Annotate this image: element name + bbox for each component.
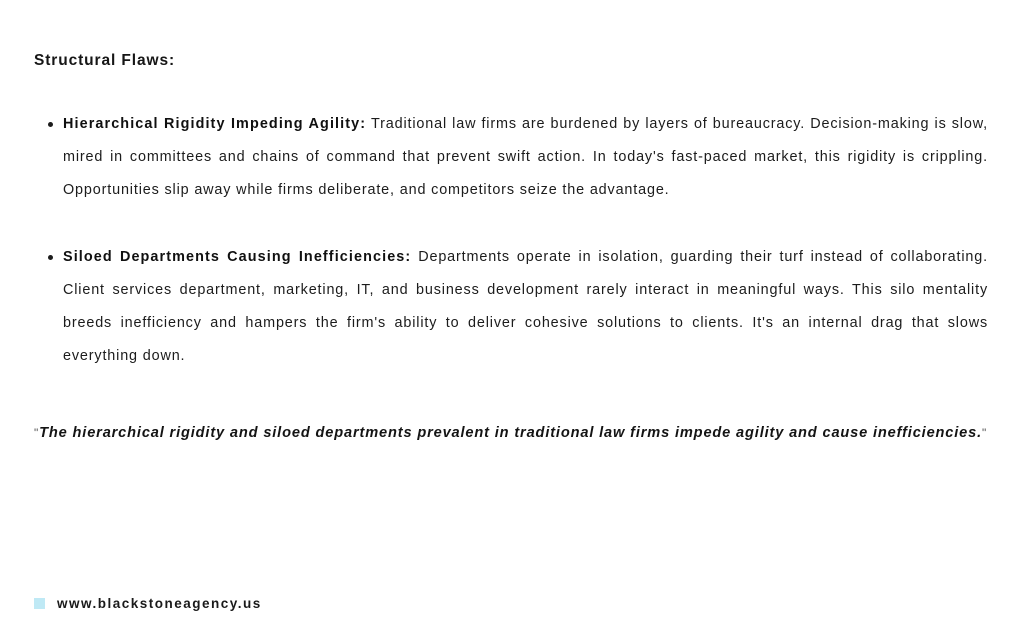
- pull-quote: [34, 417, 990, 450]
- list-item: [34, 241, 990, 373]
- list-item-body: Departments operate in isolation, guarding their turf instead of collaborating. Client services department, marketing, IT, and business development rarely interact in meaningful ways. This silo mentality breeds inefficiency and hampers the firm's ability to deliver cohesive solutions to clients. It's an internal drag that slows everything down.: [63, 249, 988, 364]
- footer-website-url: www.blackstoneagency.us: [57, 596, 262, 611]
- accent-square-icon: [34, 598, 45, 609]
- bullet-dot-icon: [48, 255, 53, 260]
- list-item-lead: Siloed Departments Causing Inefficiencies:: [63, 249, 412, 265]
- bullet-list: [34, 108, 990, 373]
- quote-open-mark: ": [34, 426, 40, 440]
- page-title: Structural Flaws:: [34, 52, 176, 69]
- footer: [34, 596, 262, 611]
- list-item-body: Traditional law firms are burdened by layers of bureaucracy. Decision-making is slow, mired in committees and chains of command that prevent swift action. In today's fast-paced market, this rigidity is crippling. Opportunities slip away while firms deliberate, and competitors seize the advantage.: [63, 116, 989, 198]
- bullet-dot-icon: [48, 122, 53, 127]
- pull-quote-text: The hierarchical rigidity and siloed departments prevalent in traditional law firms impede agility and cause inefficiencies.: [39, 425, 983, 441]
- list-item-lead: Hierarchical Rigidity Impeding Agility:: [63, 116, 367, 132]
- quote-close-mark: ": [982, 426, 988, 440]
- list-item: [34, 108, 990, 207]
